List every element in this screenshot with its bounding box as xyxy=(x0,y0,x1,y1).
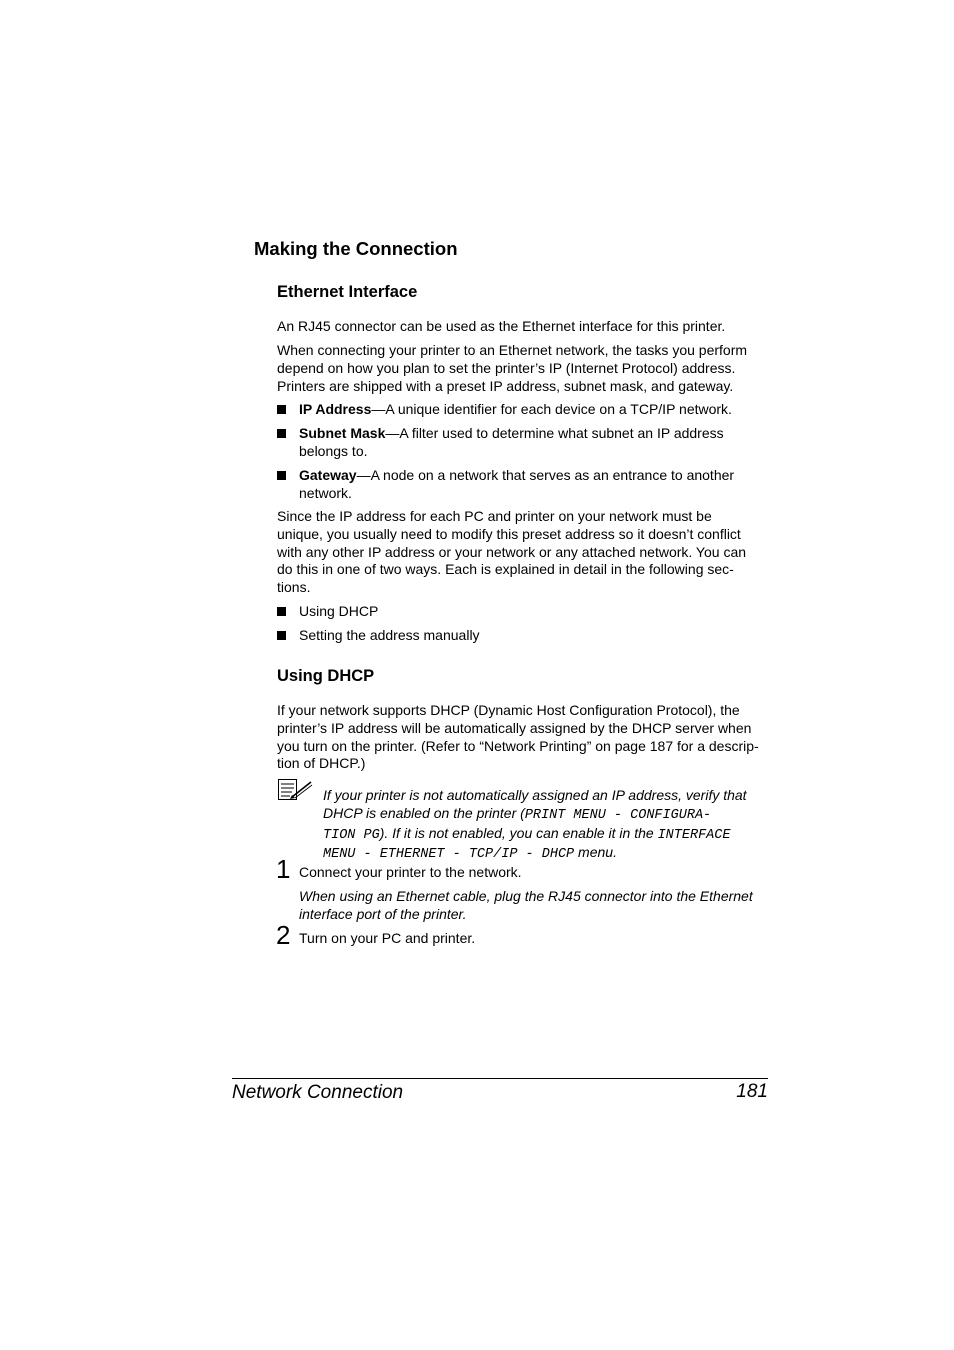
step-number-1: 1 xyxy=(276,854,291,884)
square-bullet-icon xyxy=(277,631,286,640)
dhcp-heading: Using DHCP xyxy=(277,667,375,685)
ethernet-para1: An RJ45 connector can be used as the Ethernet interface for this printer. xyxy=(277,318,726,334)
square-bullet-icon xyxy=(277,607,286,616)
step-number-2: 2 xyxy=(276,920,291,950)
note-pencil-icon xyxy=(278,779,314,801)
square-bullet-icon xyxy=(277,405,286,414)
note-text: If your printer is not automatically assigned an IP address, verify that DHCP is enabled on the printer (PRINT MENU - CONFIGURA- TION PG). If it is not enabled, you can enable it in the INTERFACE MENU - ETHERNET - TCP/IP - DHCP menu. xyxy=(323,787,747,863)
step-2-text: Turn on your PC and printer. xyxy=(299,930,476,946)
ethernet-para3: Since the IP address for each PC and printer on your network must be unique, you usually need to modify this preset address so it doesn’t conflict with any other IP address or your network or any attached network. You can do this in one of two ways. Each is explained in detail in the following sec- tions. xyxy=(277,508,747,596)
section-title: Making the Connection xyxy=(254,238,458,259)
dhcp-para: If your network supports DHCP (Dynamic Host Configuration Protocol), the printer’s IP address will be automatically assigned by the DHCP server when you turn on the printer. (Refer to “Network Printing” on page 187 for a descrip- tion of DHCP.) xyxy=(277,702,759,772)
square-bullet-icon xyxy=(277,429,286,438)
footer-page-number: 181 xyxy=(736,1081,768,1102)
ethernet-para2: When connecting your printer to an Ethernet network, the tasks you perform depend on how you plan to set the printer’s IP (Internet Protocol) address. Printers are shipped with a preset IP address, subnet mask, and gateway. xyxy=(277,342,748,394)
step-1-detail: When using an Ethernet cable, plug the RJ45 connector into the Ethernet interface port of the printer. xyxy=(299,888,753,922)
step-1-text: Connect your printer to the network. xyxy=(299,864,522,880)
footer-chapter: Network Connection xyxy=(232,1082,404,1103)
square-bullet-icon xyxy=(277,471,286,480)
ethernet-heading: Ethernet Interface xyxy=(277,283,418,301)
footer-rule xyxy=(232,1078,768,1079)
